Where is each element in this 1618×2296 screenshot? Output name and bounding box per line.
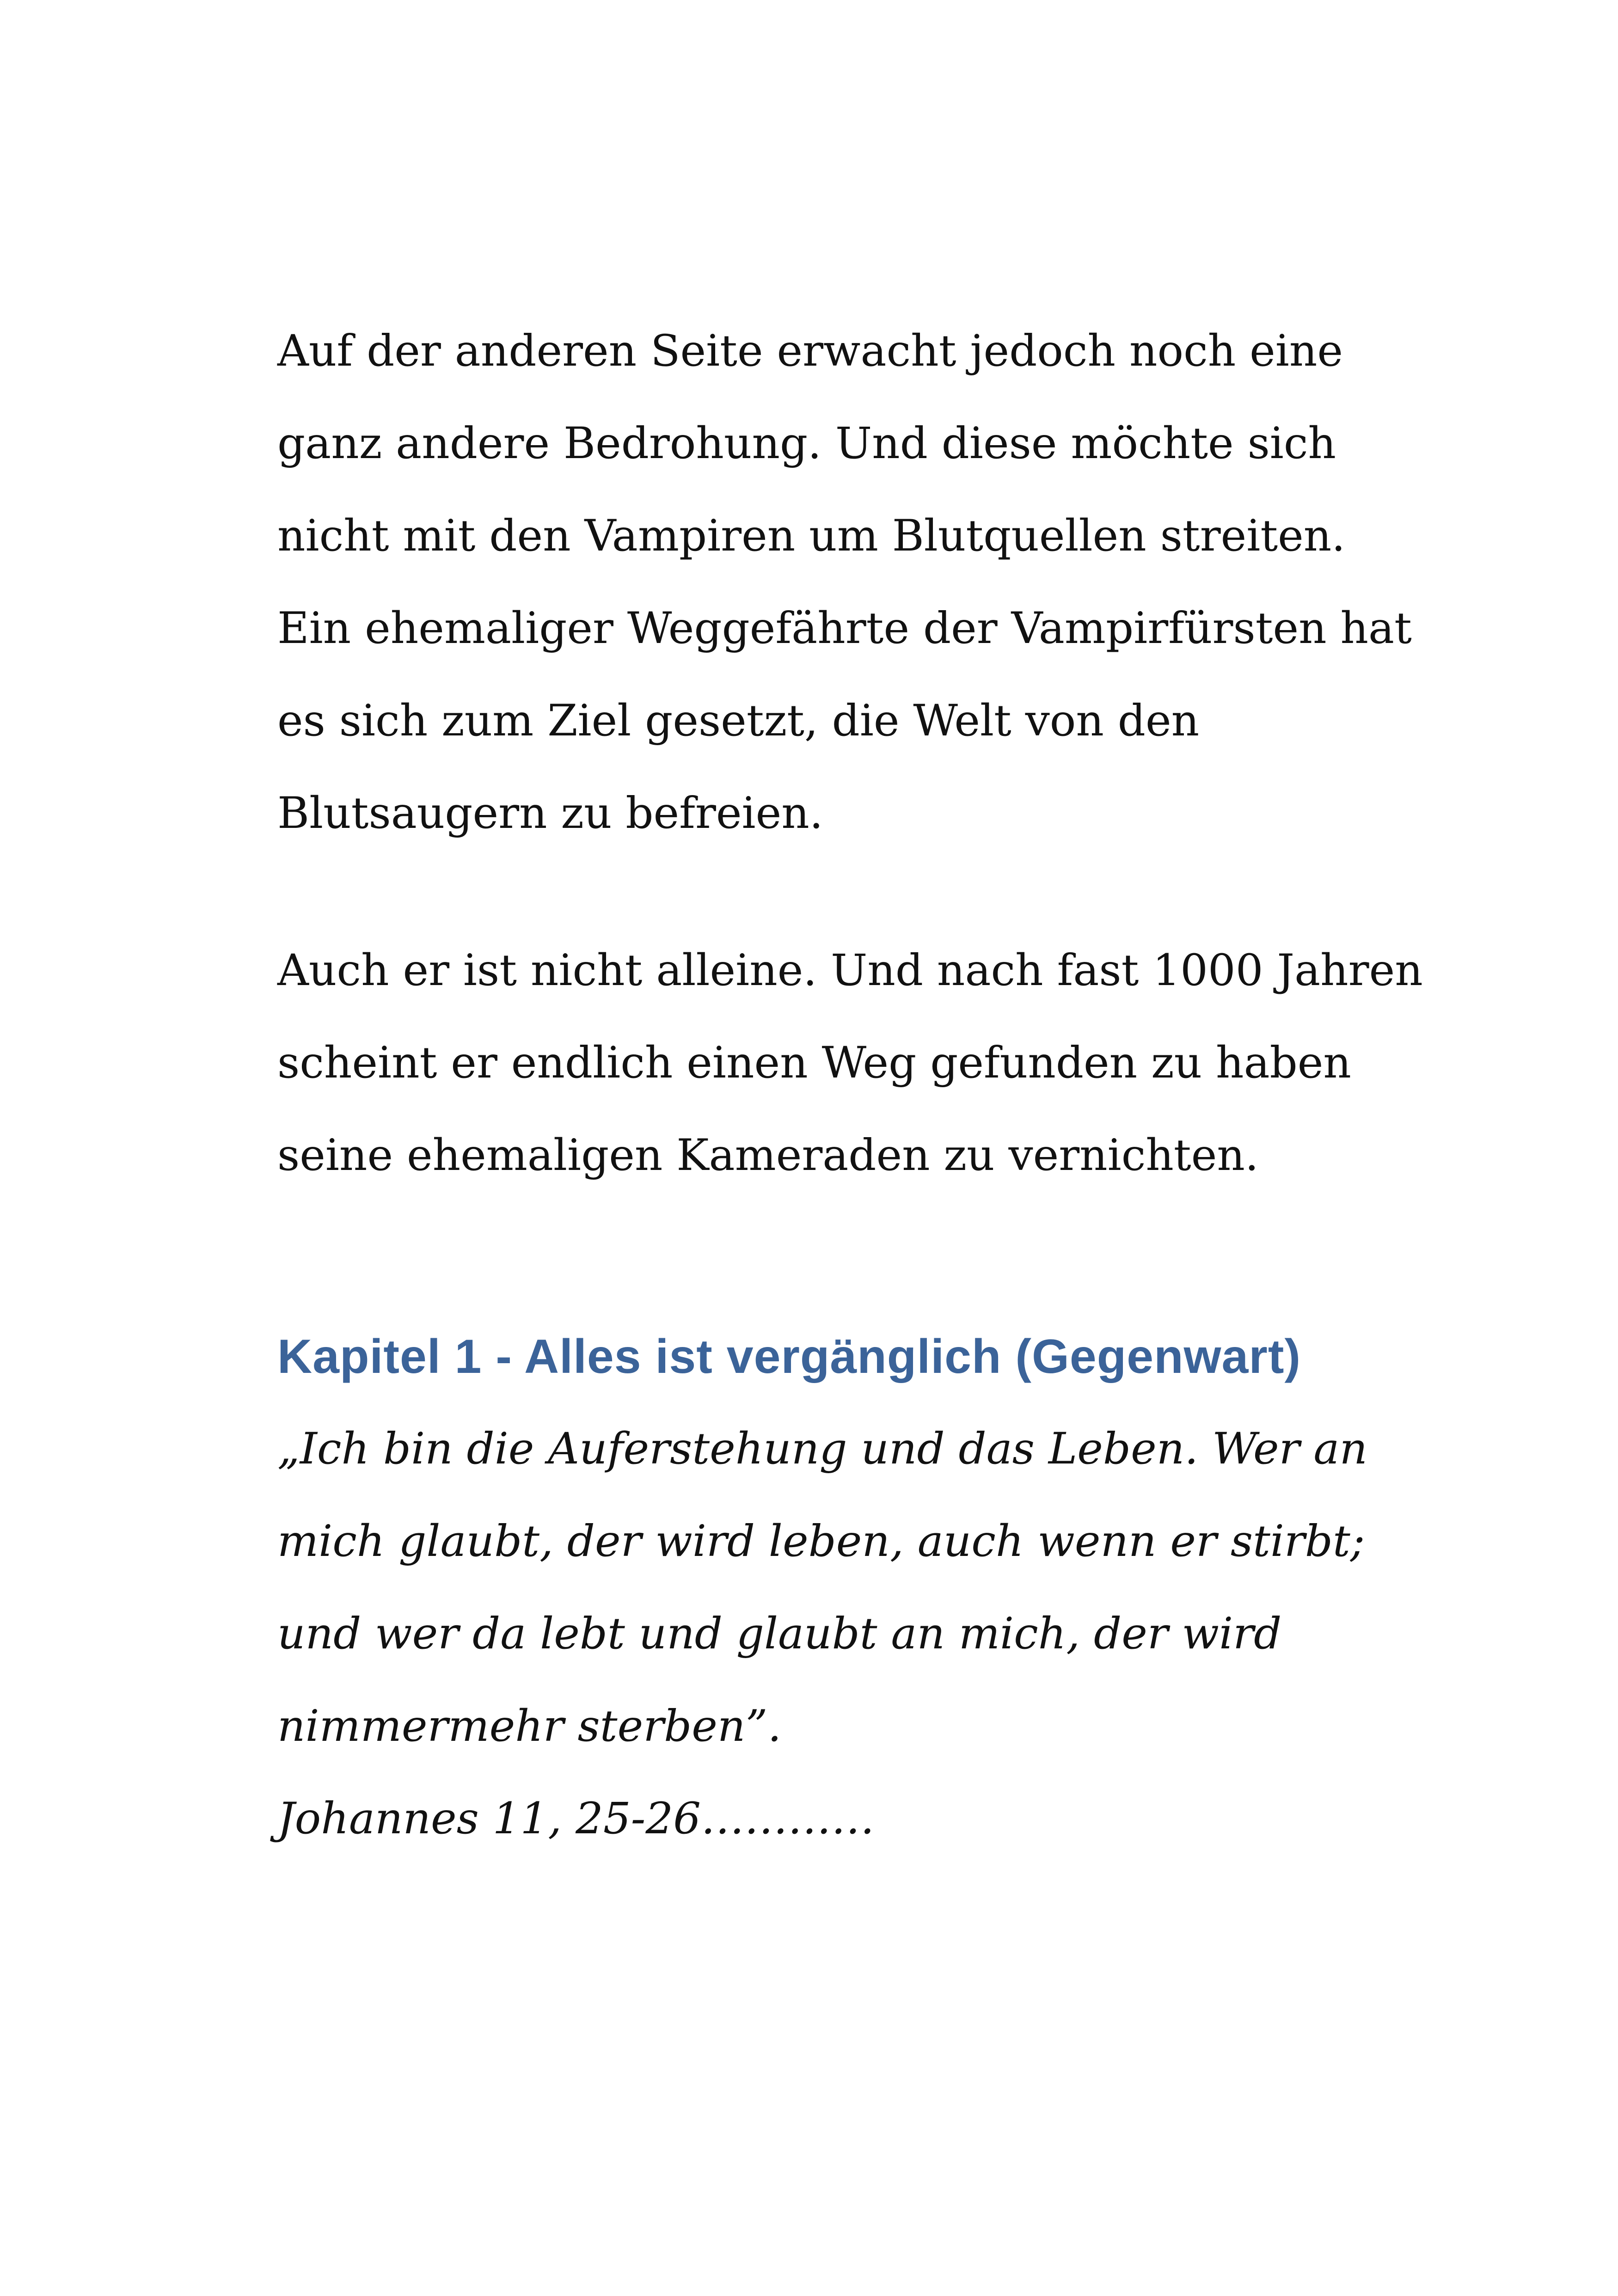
paragraph-2	[277, 925, 1423, 1202]
quote-citation: Johannes 11, 25-26…………	[277, 1794, 875, 1844]
quote-line: nimmermehr sterben”.	[277, 1701, 782, 1751]
text-line: Auch er ist nicht alleine. Und nach fast 1000 Jahren	[277, 945, 1423, 996]
text-line: ganz andere Bedrohung. Und diese möchte sich	[277, 418, 1336, 469]
text-line: Ein ehemaliger Weggefährte der Vampirfürsten hat	[277, 603, 1412, 654]
quote-line: mich glaubt, der wird leben, auch wenn er stirbt;	[277, 1516, 1365, 1567]
text-line: es sich zum Ziel gesetzt, die Welt von den	[277, 696, 1200, 746]
text-line: scheint er endlich einen Weg gefunden zu haben	[277, 1038, 1351, 1088]
text-line: Auf der anderen Seite erwacht jedoch noch eine	[277, 326, 1343, 376]
text-line: nicht mit den Vampiren um Blutquellen streiten.	[277, 511, 1346, 561]
quote-line: und wer da lebt und glaubt an mich, der wird	[277, 1609, 1282, 1659]
paragraph-1	[277, 305, 1412, 860]
quote-line: „Ich bin die Auferstehung und das Leben. Wer an	[277, 1424, 1367, 1474]
chapter-heading: Kapitel 1 - Alles ist vergänglich (Gegenwart)	[277, 1330, 1301, 1384]
text-line: seine ehemaligen Kameraden zu vernichten.	[277, 1130, 1259, 1181]
text-line: Blutsaugern zu befreien.	[277, 788, 823, 839]
page-content	[277, 305, 1423, 1865]
bible-quote	[277, 1403, 1387, 1865]
